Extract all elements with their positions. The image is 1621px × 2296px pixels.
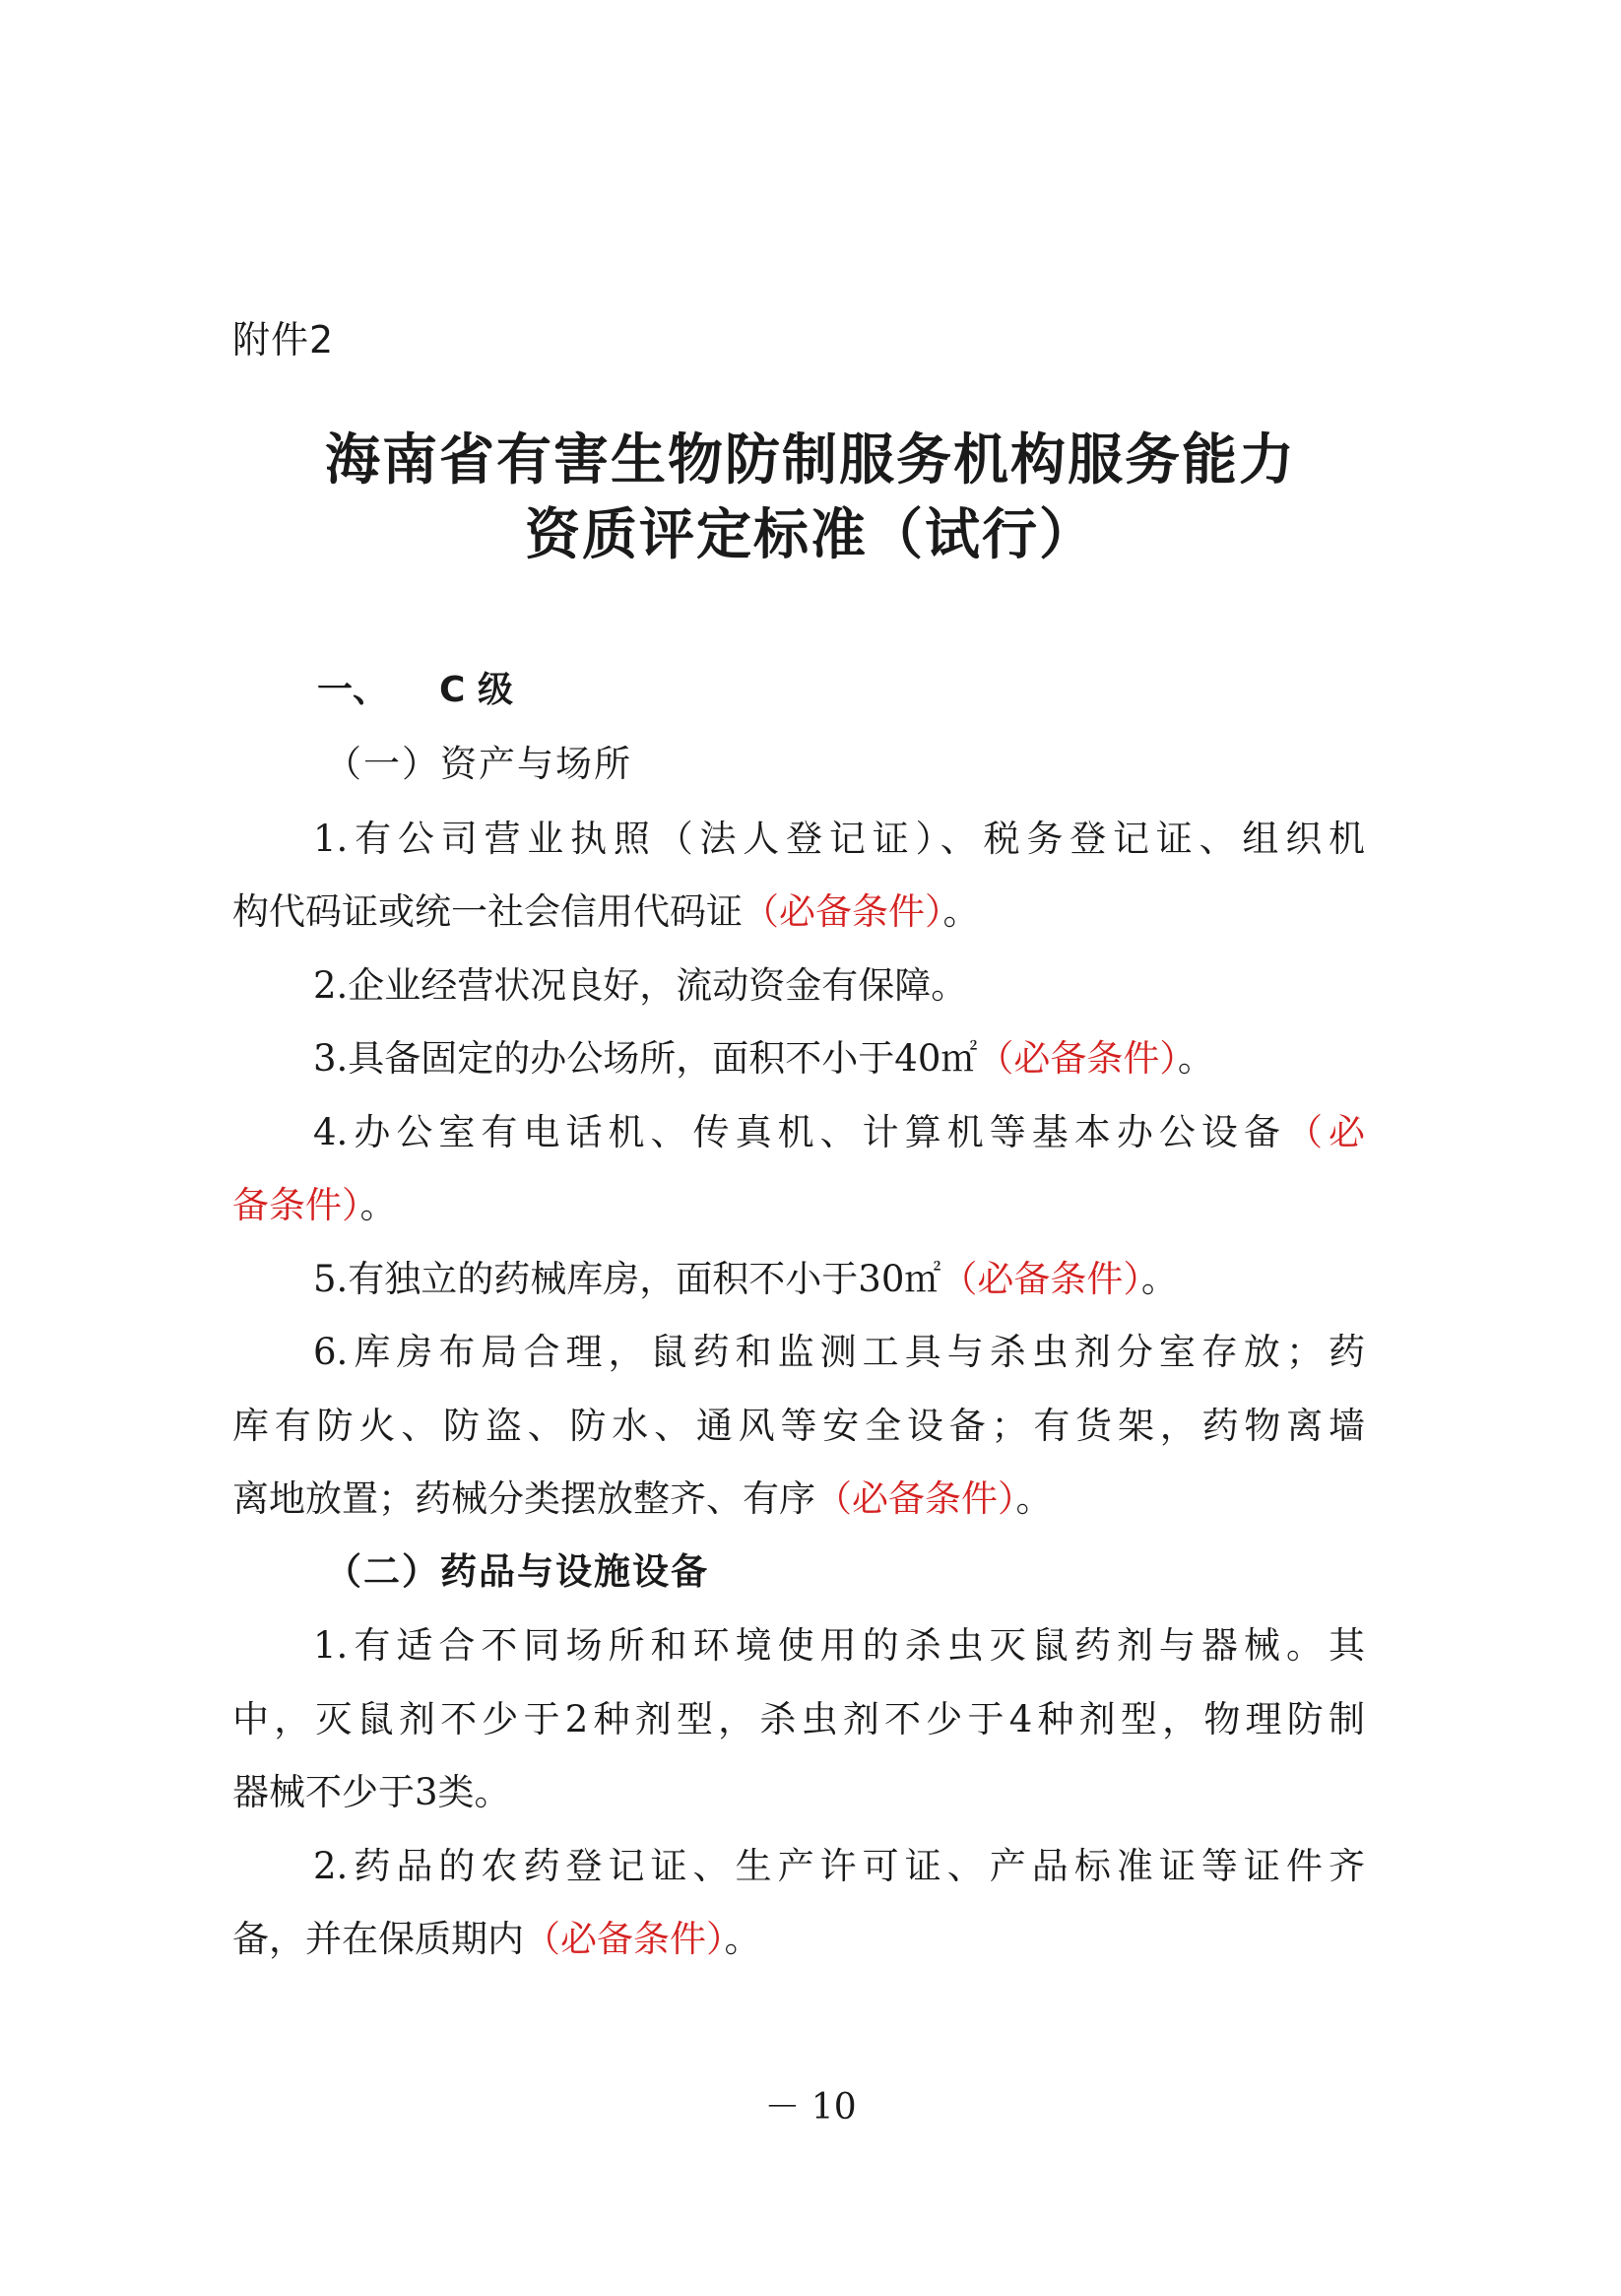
required-condition-tag: （必备条件）: [815, 1477, 1016, 1520]
line-text: 4.办公室有电话机、传真机、计算机等基本办公设备: [313, 1111, 1286, 1153]
required-condition-tag-part2: 备条件）: [232, 1184, 360, 1226]
section-level: C 级: [439, 670, 513, 710]
paragraph-line: 2.企业经营状况良好，流动资金有保障。: [313, 964, 968, 1007]
paragraph-line: [313, 1033, 1365, 1084]
required-condition-tag: （必备条件）: [524, 1918, 725, 1960]
attachment-label: 附件2: [232, 318, 335, 361]
document-title-line2: 资质评定标准（试行）: [525, 502, 1096, 567]
page-number: － 10: [764, 2087, 857, 2128]
line-text: 5.有独立的药械库房，面积不小于30㎡: [313, 1258, 941, 1300]
subsection-assets-title: （一）资产与场所: [325, 743, 632, 785]
subsection-drugs-title: （二）药品与设施设备: [325, 1550, 709, 1593]
section-number: 一、: [317, 670, 389, 710]
paragraph-line: 1.有适合不同场所和环境使用的杀虫灭鼠药剂与器械。其: [313, 1624, 1365, 1667]
paragraph-line: 器械不少于3类。: [232, 1771, 511, 1813]
line-period: 。: [1140, 1258, 1178, 1300]
required-condition-tag: （必备条件）: [940, 1258, 1141, 1300]
line-period: 。: [1177, 1037, 1214, 1080]
document-title-line1: 海南省有害生物防制服务机构服务能力: [325, 427, 1296, 492]
line-text: 3.具备固定的办公场所，面积不小于40㎡: [313, 1037, 978, 1080]
required-condition-tag-part1: （必: [1285, 1111, 1365, 1153]
line-text: 离地放置；药械分类摆放整齐、有序: [232, 1477, 815, 1520]
paragraph-line: 中，灭鼠剂不少于2种剂型，杀虫剂不少于4种剂型，物理防制: [232, 1698, 1365, 1740]
line-period: 。: [942, 890, 980, 933]
paragraph-line: 2.药品的农药登记证、生产许可证、产品标准证等证件齐: [313, 1845, 1365, 1887]
paragraph-line: 6.库房布局合理，鼠药和监测工具与杀虫剂分室存放；药: [313, 1331, 1365, 1373]
required-condition-tag: （必备条件）: [977, 1037, 1178, 1080]
line-period: 。: [359, 1184, 397, 1226]
paragraph-line: 1.有公司营业执照（法人登记证）、税务登记证、组织机: [313, 818, 1365, 860]
paragraph-line: [232, 1914, 1365, 1965]
line-period: 。: [724, 1918, 761, 1960]
required-condition-tag: （必备条件）: [743, 890, 943, 933]
paragraph-line: [232, 1180, 1365, 1231]
line-period: 。: [1015, 1477, 1053, 1520]
paragraph-line: [313, 1107, 1365, 1158]
line-text: 备，并在保质期内: [232, 1918, 524, 1960]
paragraph-line: [232, 886, 1365, 938]
paragraph-line: [313, 1254, 1365, 1305]
paragraph-line: [232, 1474, 1365, 1525]
section-heading: [317, 666, 513, 715]
line-text: 构代码证或统一社会信用代码证: [232, 890, 743, 933]
paragraph-line: 库有防火、防盗、防水、通风等安全设备；有货架，药物离墙: [232, 1405, 1365, 1447]
